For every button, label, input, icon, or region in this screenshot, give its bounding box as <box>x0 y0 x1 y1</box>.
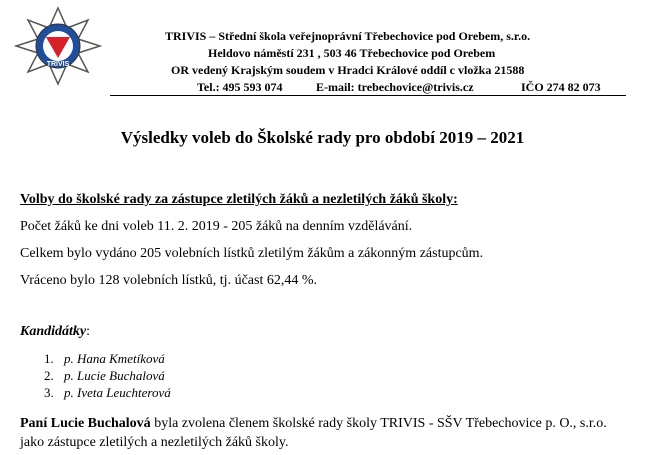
header-address: Heldovo náměstí 231 , 503 46 Třebechovice pod Orebem <box>208 46 496 60</box>
paragraph-student-count: Počet žáků ke dni voleb 11. 2. 2019 - 205 žáků na denním vzdělávání. <box>20 219 413 234</box>
header-email: E-mail: trebechovice@trivis.cz <box>316 80 474 94</box>
document-title: Výsledky voleb do Školské rady pro období 2019 – 2021 <box>120 128 525 147</box>
header-register: OR vedený Krajským soudem v Hradci Králové oddíl c vložka 21588 <box>171 63 525 77</box>
candidates-heading <box>20 324 90 340</box>
school-logo <box>14 6 102 86</box>
candidate-name: p. Lucie Buchalová <box>64 368 165 383</box>
candidate-number: 2. <box>44 368 54 383</box>
candidates-heading-label: Kandidátky <box>20 324 87 339</box>
header-ico: IČO 274 82 073 <box>521 80 601 94</box>
candidate-name: p. Hana Kmetíková <box>64 351 165 366</box>
candidate-number: 1. <box>44 351 54 366</box>
section-heading: Volby do školské rady za zástupce zletilých žáků a nezletilých žáků školy: <box>20 192 458 207</box>
candidates-heading-colon: : <box>86 324 91 339</box>
election-result-text: byla zvolena členem školské rady školy TRIVIS - SŠV Třebechovice p. O., s.r.o. jako zástupce zletilých a nezletilých žáků školy. <box>20 416 607 450</box>
candidate-item <box>44 367 171 384</box>
paragraph-ballots-returned: Vráceno bylo 128 volebních lístků, tj. účast 62,44 %. <box>20 273 317 288</box>
candidate-item <box>44 384 171 401</box>
header-phone: Tel.: 495 593 074 <box>197 80 283 94</box>
header-divider <box>110 95 626 96</box>
candidates-list <box>44 350 171 401</box>
candidate-name: p. Iveta Leuchterová <box>64 385 171 400</box>
logo-text: TRIVIS <box>46 61 70 68</box>
candidate-item <box>44 350 171 367</box>
header-school-name: TRIVIS – Střední škola veřejnoprávní Třebechovice pod Orebem, s.r.o. <box>165 29 531 43</box>
paragraph-ballots-issued: Celkem bylo vydáno 205 volebních lístků zletilým žákům a zákonným zástupcům. <box>20 246 484 261</box>
candidate-number: 3. <box>44 385 54 400</box>
election-result <box>20 414 620 452</box>
elected-name: Paní Lucie Buchalová <box>20 416 151 431</box>
